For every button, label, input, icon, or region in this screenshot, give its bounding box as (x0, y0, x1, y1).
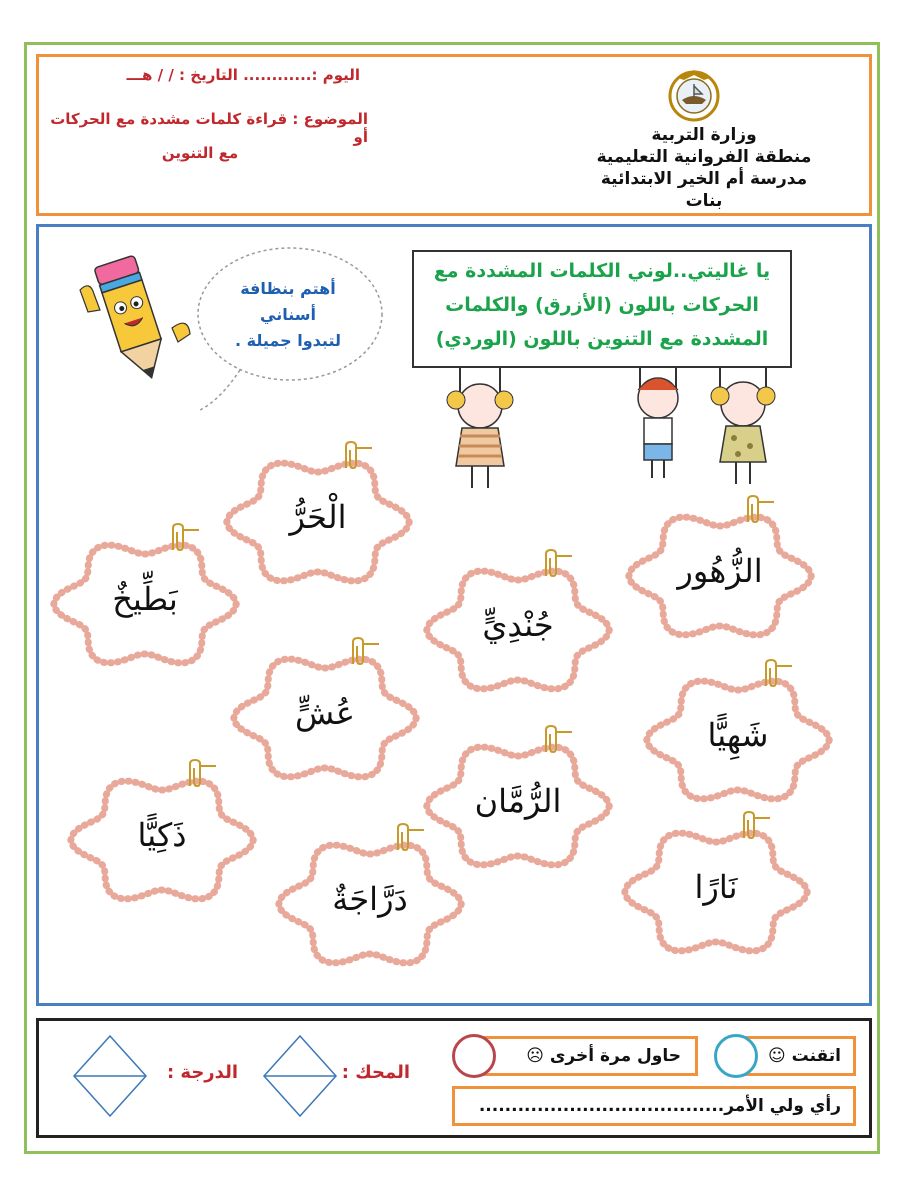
grade-diamond[interactable] (72, 1034, 148, 1118)
word-label[interactable]: ذَكِيًّا (137, 816, 187, 854)
parent-opinion-box: رأي ولي الأمر...................................... (452, 1086, 856, 1126)
bubble-line-1: أهتم بنظافة أسناني (240, 279, 336, 324)
try-again-box: حاول مرة أخرى ☹ (482, 1036, 698, 1076)
grade-label: الدرجة : (166, 1062, 238, 1083)
criterion-label: المحك : (341, 1062, 410, 1083)
word-label[interactable]: الزُّهُور (677, 552, 763, 590)
mastered-circle[interactable] (714, 1034, 758, 1078)
subject-line-1: الموضوع : قراءة كلمات مشددة مع الحركات أو (50, 110, 368, 146)
criterion-diamond[interactable] (262, 1034, 338, 1118)
word-label[interactable]: شَهِيًّا (707, 716, 769, 754)
word-label[interactable]: جُنْدِيٍّ (482, 606, 554, 644)
word-label[interactable]: عُشٍّ (295, 694, 355, 732)
word-label[interactable]: الْحَرُّ (289, 498, 347, 536)
bubble-line-2: لتبدوا جميلة . (235, 331, 341, 350)
word-label[interactable]: بَطِّيخٌ (112, 580, 178, 618)
word-label[interactable]: دَرَّاجَةٌ (332, 880, 408, 918)
subject-line-2: مع التنوين (161, 144, 239, 162)
day-date-line: اليوم :............ التاريخ : / / هـــ (126, 66, 360, 84)
instruction-line-1: يا غاليتي..لوني الكلمات المشددة مع (433, 260, 771, 282)
try-again-circle[interactable] (452, 1034, 496, 1078)
ministry-name: وزارة التربية (651, 125, 757, 145)
mastered-box: اتقنت ☺ (742, 1036, 856, 1076)
word-label[interactable]: نَارًا (694, 868, 738, 906)
school-name: مدرسة أم الخير الابتدائية بنات (600, 169, 808, 211)
instruction-line-3: المشددة مع التنوين باللون (الوردي) (435, 328, 769, 350)
region-name: منطقة الفروانية التعليمية (596, 147, 812, 167)
word-label[interactable]: الرُّمَّان (474, 782, 562, 820)
instruction-line-2: الحركات باللون (الأزرق) والكلمات (445, 294, 759, 316)
